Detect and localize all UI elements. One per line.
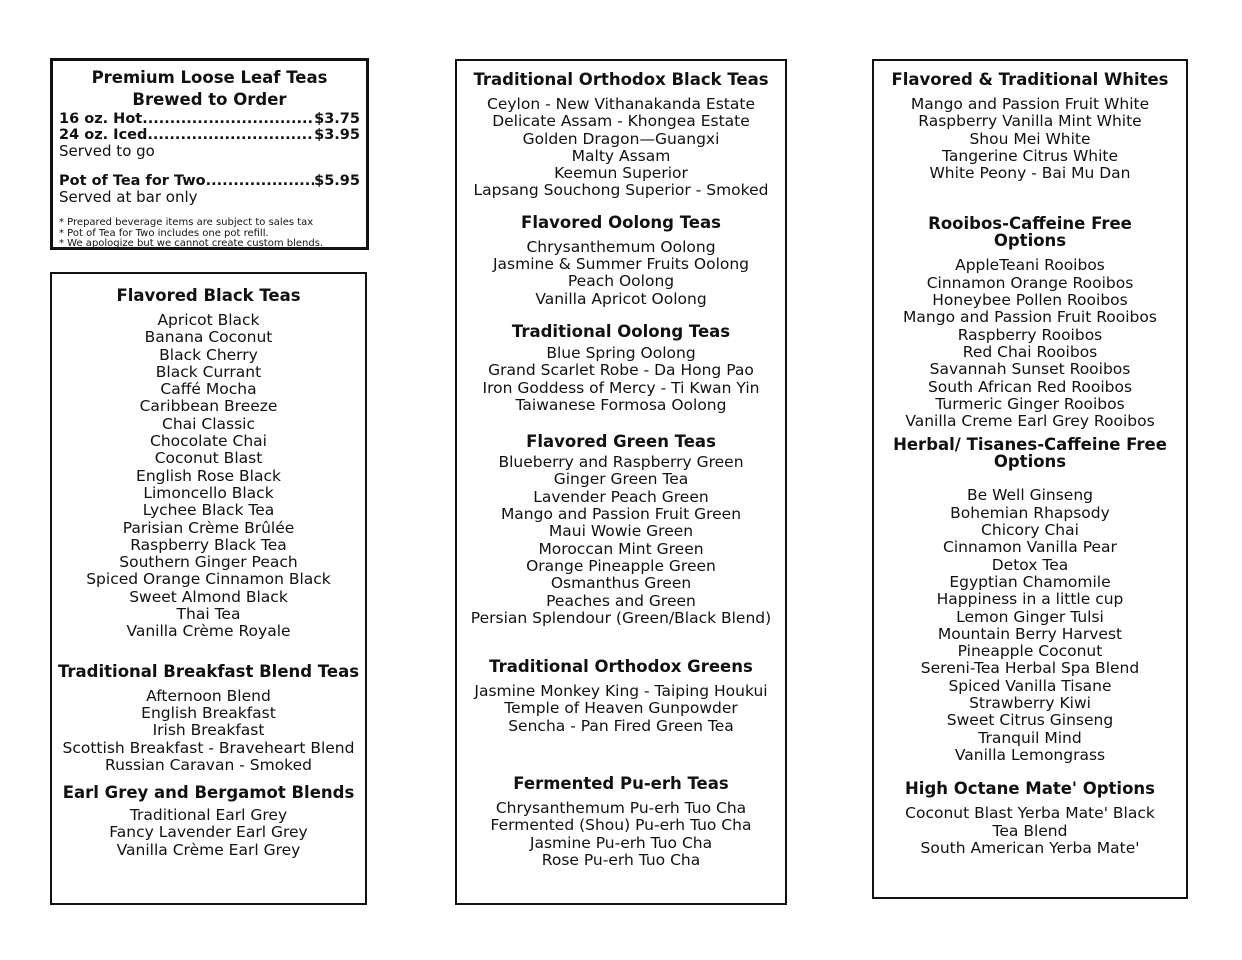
price-row-pot bbox=[59, 173, 360, 189]
tea-item: Honeybee Pollen Rooibos bbox=[932, 291, 1128, 310]
tea-item: Apricot Black bbox=[157, 311, 260, 329]
tea-item: Raspberry Vanilla Mint White bbox=[918, 112, 1142, 131]
tea-item: Tranquil Mind bbox=[978, 728, 1082, 747]
tea-item: Ginger Green Tea bbox=[553, 470, 689, 489]
tea-item: Lychee Black Tea bbox=[142, 501, 275, 520]
tea-item: Black Currant bbox=[155, 362, 262, 381]
section-traditional-oolong-teas bbox=[457, 322, 785, 414]
tea-item: Tea Blend bbox=[992, 821, 1068, 840]
tea-item: English Rose Black bbox=[136, 466, 281, 485]
tea-item: Vanilla Lemongrass bbox=[954, 745, 1106, 764]
tea-item: Chrysanthemum Pu-erh Tuo Cha bbox=[495, 799, 747, 818]
price-row-iced bbox=[59, 127, 360, 143]
tea-item: Chrysanthemum Oolong bbox=[526, 237, 716, 256]
section-flavored-green-teas bbox=[457, 432, 785, 627]
tea-item: Coconut Blast bbox=[154, 449, 263, 468]
price-box-title-line1: Premium Loose Leaf Teas bbox=[91, 68, 328, 87]
tea-item: Ceylon - New Vithanakanda Estate bbox=[487, 95, 755, 113]
tea-item: Lavender Peach Green bbox=[533, 487, 709, 506]
tea-item: Jasmine Pu-erh Tuo Cha bbox=[529, 833, 713, 852]
tea-item: Peaches and Green bbox=[546, 591, 696, 610]
tea-item: Russian Caravan - Smoked bbox=[105, 755, 312, 774]
tea-item: Pineapple Coconut bbox=[957, 642, 1103, 661]
section-title: Flavored Black Teas bbox=[116, 286, 301, 305]
tea-item: English Breakfast bbox=[141, 703, 276, 722]
tea-item: Lemon Ginger Tulsi bbox=[956, 607, 1104, 626]
tea-item: Savannah Sunset Rooibos bbox=[929, 360, 1131, 379]
tea-item: Cinnamon Vanilla Pear bbox=[943, 538, 1117, 557]
tea-list bbox=[457, 454, 785, 627]
tea-list bbox=[457, 345, 785, 414]
price-box bbox=[50, 58, 369, 250]
tea-item: Bohemian Rhapsody bbox=[950, 503, 1110, 522]
tea-item: Rose Pu-erh Tuo Cha bbox=[541, 850, 701, 869]
tea-item: Tangerine Citrus White bbox=[941, 146, 1119, 165]
section-title-line2: Options bbox=[993, 231, 1067, 251]
tea-list bbox=[52, 688, 365, 774]
tea-item: Mango and Passion Fruit Rooibos bbox=[903, 308, 1157, 327]
section-breakfast-blend-teas bbox=[52, 662, 365, 774]
tea-item: Chocolate Chai bbox=[150, 432, 267, 451]
tea-item: Strawberry Kiwi bbox=[969, 694, 1091, 713]
tea-item: Irish Breakfast bbox=[152, 721, 265, 740]
iced-label: 24 oz. Iced bbox=[59, 127, 148, 143]
tea-list bbox=[874, 805, 1186, 857]
section-title: Flavored & Traditional Whites bbox=[891, 70, 1169, 89]
tea-item: Caribbean Breeze bbox=[139, 397, 278, 416]
tea-item: Temple of Heaven Gunpowder bbox=[504, 699, 738, 718]
tea-item: Scottish Breakfast - Braveheart Blend bbox=[62, 738, 355, 757]
tea-item: Cinnamon Orange Rooibos bbox=[926, 273, 1134, 292]
tea-item: Jasmine & Summer Fruits Oolong bbox=[492, 255, 750, 274]
tea-item: Caffé Mocha bbox=[160, 380, 257, 399]
tea-item: Blue Spring Oolong bbox=[546, 343, 696, 362]
tea-item: Parisian Crème Brûlée bbox=[122, 518, 295, 537]
tea-item: Afternoon Blend bbox=[146, 686, 271, 705]
tea-item: Sweet Citrus Ginseng bbox=[946, 711, 1114, 730]
section-title: Rooibos-Caffeine Free bbox=[928, 214, 1132, 234]
tea-item: Turmeric Ginger Rooibos bbox=[935, 394, 1125, 413]
tea-item: South American Yerba Mate' bbox=[920, 838, 1140, 857]
tea-item: Iron Goddess of Mercy - Ti Kwan Yin bbox=[482, 378, 760, 397]
tea-list bbox=[874, 257, 1186, 430]
tea-item: Delicate Assam - Khongea Estate bbox=[492, 112, 750, 131]
section-title: High Octane Mate' Options bbox=[905, 779, 1155, 799]
tea-item: Maui Wowie Green bbox=[548, 522, 694, 541]
tea-item: Be Well Ginseng bbox=[966, 486, 1093, 505]
section-puerh-teas bbox=[457, 774, 785, 869]
hot-label: 16 oz. Hot bbox=[59, 111, 143, 127]
tea-item: Fancy Lavender Earl Grey bbox=[109, 823, 308, 842]
tea-item: White Peony - Bai Mu Dan bbox=[929, 164, 1131, 183]
pot-price: $5.95 bbox=[314, 173, 360, 189]
tea-item: Chai Classic bbox=[162, 414, 255, 433]
tea-item: Peach Oolong bbox=[567, 272, 675, 291]
pot-label: Pot of Tea for Two bbox=[59, 173, 206, 189]
tea-item: Golden Dragon—Guangxi bbox=[522, 129, 720, 148]
tea-item: Sencha - Pan Fired Green Tea bbox=[508, 716, 734, 735]
section-earl-grey-blends bbox=[52, 783, 365, 859]
section-title: Herbal/ Tisanes-Caffeine Free bbox=[893, 435, 1167, 455]
tea-item: Sereni-Tea Herbal Spa Blend bbox=[920, 659, 1140, 678]
tea-item: Spiced Vanilla Tisane bbox=[948, 676, 1112, 695]
tea-item: Red Chai Rooibos bbox=[962, 342, 1098, 361]
tea-item: Mountain Berry Harvest bbox=[937, 624, 1123, 643]
tea-item: Blueberry and Raspberry Green bbox=[498, 453, 744, 472]
tea-item: Lapsang Souchong Superior - Smoked bbox=[473, 181, 769, 200]
note-item: * Pot of Tea for Two includes one pot refill. bbox=[59, 227, 269, 239]
section-title: Earl Grey and Bergamot Blends bbox=[62, 783, 355, 803]
section-title: Traditional Oolong Teas bbox=[511, 321, 731, 341]
tea-list bbox=[874, 96, 1186, 182]
tea-item: Vanilla Crème Earl Grey bbox=[116, 840, 301, 859]
tea-list bbox=[457, 800, 785, 869]
tea-item: Coconut Blast Yerba Mate' Black bbox=[905, 804, 1155, 823]
section-rooibos bbox=[874, 215, 1186, 430]
tea-item: Orange Pineapple Green bbox=[526, 556, 716, 575]
menu-column-right bbox=[872, 59, 1188, 899]
tea-item: Moroccan Mint Green bbox=[538, 539, 704, 558]
section-title: Traditional Breakfast Blend Teas bbox=[57, 661, 360, 681]
price-notes bbox=[59, 218, 360, 250]
section-orthodox-greens bbox=[457, 657, 785, 735]
tea-item: Raspberry Black Tea bbox=[130, 535, 287, 554]
tea-item: Black Cherry bbox=[159, 345, 258, 364]
tea-item: South African Red Rooibos bbox=[927, 377, 1133, 396]
served-to-go: Served to go bbox=[59, 142, 155, 160]
tea-item: Limoncello Black bbox=[143, 483, 274, 502]
tea-item: Grand Scarlet Robe - Da Hong Pao bbox=[488, 361, 754, 380]
iced-price: $3.95 bbox=[314, 127, 360, 143]
tea-item: AppleTeani Rooibos bbox=[955, 256, 1105, 275]
menu-column-left bbox=[50, 272, 367, 905]
price-row-hot bbox=[59, 111, 360, 127]
tea-item: Keemun Superior bbox=[554, 164, 688, 183]
tea-item: Persian Splendour (Green/Black Blend) bbox=[470, 608, 772, 627]
tea-item: Traditional Earl Grey bbox=[129, 806, 288, 825]
tea-item: Sweet Almond Black bbox=[129, 587, 288, 606]
served-at-bar: Served at bar only bbox=[59, 188, 198, 206]
tea-item: Detox Tea bbox=[991, 555, 1069, 574]
tea-item: Mango and Passion Fruit White bbox=[910, 95, 1150, 113]
section-title: Fermented Pu-erh Teas bbox=[513, 774, 729, 794]
section-title-line2: Options bbox=[993, 452, 1067, 472]
menu-column-middle bbox=[455, 59, 787, 905]
tea-list bbox=[457, 683, 785, 735]
note-item: * We apologize but we cannot create custom blends. bbox=[59, 238, 324, 249]
tea-item: Jasmine Monkey King - Taiping Houkui bbox=[474, 682, 768, 701]
tea-item: Malty Assam bbox=[571, 146, 671, 165]
tea-list bbox=[52, 312, 365, 641]
tea-item: Vanilla Creme Earl Grey Rooibos bbox=[905, 412, 1155, 431]
section-orthodox-black-teas bbox=[457, 70, 785, 200]
section-title: Traditional Orthodox Greens bbox=[489, 657, 753, 677]
tea-item: Mango and Passion Fruit Green bbox=[500, 505, 742, 524]
tea-list bbox=[874, 487, 1186, 764]
leader-dots bbox=[142, 111, 314, 127]
section-herbal-tisanes bbox=[874, 436, 1186, 764]
tea-item: Vanilla Apricot Oolong bbox=[535, 289, 707, 308]
tea-list bbox=[52, 807, 365, 859]
leader-dots bbox=[147, 127, 314, 143]
note-item: * Prepared beverage items are subject to sales tax bbox=[59, 217, 314, 228]
tea-item: Osmanthus Green bbox=[550, 574, 692, 593]
section-title: Flavored Oolong Teas bbox=[521, 212, 721, 232]
hot-price: $3.75 bbox=[314, 111, 360, 127]
tea-item: Vanilla Crème Royale bbox=[126, 622, 291, 641]
tea-list bbox=[457, 96, 785, 200]
tea-item: Fermented (Shou) Pu-erh Tuo Cha bbox=[490, 816, 752, 835]
tea-item: Chicory Chai bbox=[981, 521, 1079, 540]
section-mate bbox=[874, 779, 1186, 857]
section-flavored-oolong-teas bbox=[457, 213, 785, 308]
tea-list bbox=[457, 239, 785, 308]
section-title: Traditional Orthodox Black Teas bbox=[473, 70, 769, 89]
tea-item: Banana Coconut bbox=[144, 328, 273, 347]
tea-item: Thai Tea bbox=[176, 605, 241, 624]
tea-item: Shou Mei White bbox=[969, 129, 1091, 148]
section-flavored-black-teas bbox=[52, 286, 365, 641]
tea-item: Raspberry Rooibos bbox=[957, 325, 1103, 344]
section-title: Flavored Green Teas bbox=[526, 432, 716, 452]
price-box-title-line2: Brewed to Order bbox=[132, 90, 287, 109]
tea-item: Southern Ginger Peach bbox=[119, 553, 298, 572]
tea-item: Taiwanese Formosa Oolong bbox=[515, 395, 727, 414]
tea-item: Happiness in a little cup bbox=[936, 590, 1124, 609]
tea-item: Spiced Orange Cinnamon Black bbox=[86, 570, 331, 589]
tea-item: Egyptian Chamomile bbox=[949, 572, 1111, 591]
leader-dots bbox=[206, 173, 314, 189]
section-whites bbox=[874, 70, 1186, 182]
